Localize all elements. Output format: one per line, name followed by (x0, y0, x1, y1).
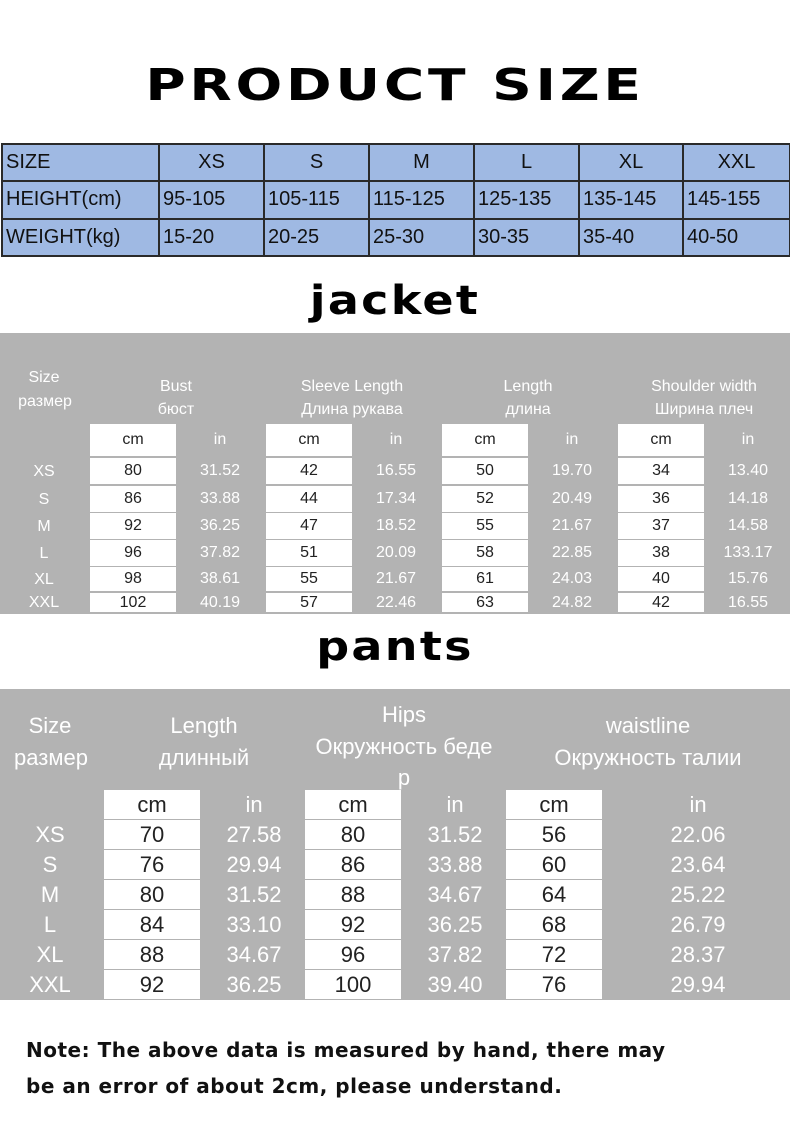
value-cm: 68 (506, 910, 602, 939)
pants-section-title: pants (316, 624, 474, 670)
value-in: 27.58 (226, 822, 282, 847)
unit-cm-header: cm (266, 424, 352, 456)
size-row-label: XS (33, 463, 55, 480)
size-row-label: XL (36, 942, 64, 967)
unit-cm-header: cm (104, 790, 200, 819)
size-table-cell: 20-25 (264, 219, 369, 256)
size-label-ru: размер (18, 393, 72, 410)
value-in: 40.19 (199, 594, 241, 611)
value-cm: 58 (442, 540, 528, 566)
value-cm: 102 (90, 593, 176, 612)
unit-in-header: in (389, 431, 403, 448)
note-line: Note: The above data is measured by hand, there may (26, 1038, 666, 1062)
value-in: 36.25 (226, 972, 282, 997)
column-group-header: Shoulder width (651, 378, 757, 395)
column-group-header: Length (170, 713, 238, 738)
product-size-table (1, 143, 790, 257)
value-in: 22.85 (551, 544, 593, 561)
value-cm: 70 (104, 820, 200, 849)
value-cm: 96 (90, 540, 176, 566)
unit-cm-header: cm (305, 790, 401, 819)
value-cm: 98 (90, 567, 176, 591)
value-cm: 88 (305, 880, 401, 909)
value-cm: 92 (305, 910, 401, 939)
size-row-label: L (43, 912, 57, 937)
value-cm: 61 (442, 567, 528, 591)
column-group-header: Bust (159, 378, 192, 395)
value-cm: 57 (266, 593, 352, 612)
size-row-label: S (38, 491, 50, 508)
size-table-cell: S (264, 144, 369, 181)
size-table-row (2, 219, 790, 256)
value-in: 14.18 (727, 490, 769, 507)
value-cm: 86 (90, 486, 176, 512)
size-table-cell: XXL (683, 144, 790, 181)
value-in: 22.46 (375, 594, 417, 611)
unit-cm-header: cm (506, 790, 602, 819)
value-in: 24.03 (551, 570, 593, 587)
value-cm: 36 (618, 486, 704, 512)
unit-in-header: in (741, 431, 755, 448)
value-cm: 96 (305, 940, 401, 969)
size-row-label: XXL (29, 972, 71, 997)
value-cm: 56 (506, 820, 602, 849)
value-cm: 86 (305, 850, 401, 879)
value-cm: 64 (506, 880, 602, 909)
size-label-ru: размер (14, 745, 88, 770)
unit-in-header: in (689, 792, 707, 817)
column-group-header-ru: Ширина плеч (654, 401, 754, 418)
size-table-row (2, 144, 790, 181)
size-row-label: S (42, 852, 58, 877)
value-in: 20.09 (375, 544, 417, 561)
jacket-section-title: jacket (309, 278, 481, 324)
size-row-label: XXL (28, 594, 60, 611)
value-in: 17.34 (375, 490, 417, 507)
value-cm: 38 (618, 540, 704, 566)
value-in: 16.55 (375, 462, 417, 479)
size-table-row (2, 181, 790, 218)
size-table-cell: XS (159, 144, 264, 181)
column-group-header-ru: Длина рукава (301, 401, 403, 418)
note-line: be an error of about 2cm, please understand. (26, 1074, 563, 1098)
size-table-cell: 105-115 (264, 181, 369, 218)
unit-cm-header: cm (442, 424, 528, 456)
value-cm: 80 (305, 820, 401, 849)
size-row-label: M (40, 882, 60, 907)
value-in: 22.06 (670, 822, 726, 847)
value-in: 29.94 (226, 852, 282, 877)
size-table-cell: L (474, 144, 579, 181)
value-cm: 84 (104, 910, 200, 939)
size-table-cell: 135-145 (579, 181, 683, 218)
value-cm: 92 (90, 513, 176, 539)
value-cm: 34 (618, 458, 704, 484)
value-in: 33.88 (199, 490, 241, 507)
value-cm: 76 (104, 850, 200, 879)
value-in: 29.94 (670, 972, 726, 997)
size-table-cell: 145-155 (683, 181, 790, 218)
jacket-size-chart (0, 333, 790, 614)
size-table-cell: 15-20 (159, 219, 264, 256)
value-in: 31.52 (427, 822, 483, 847)
value-in: 36.25 (199, 517, 241, 534)
value-cm: 37 (618, 513, 704, 539)
value-in: 38.61 (199, 570, 241, 587)
column-group-header-ru: Окружность беде (315, 734, 493, 759)
page-title: PRODUCT SIZE (145, 60, 645, 111)
column-group-header: waistline (605, 713, 691, 738)
value-in: 15.76 (727, 570, 769, 587)
value-in: 13.40 (727, 462, 769, 479)
value-cm: 55 (266, 567, 352, 591)
size-table-cell: XL (579, 144, 683, 181)
value-in: 14.58 (727, 517, 769, 534)
column-group-header-ru: Окружность талии (554, 745, 742, 770)
value-in: 21.67 (375, 570, 417, 587)
value-cm: 92 (104, 970, 200, 999)
value-in: 31.52 (199, 462, 241, 479)
size-table-cell: 35-40 (579, 219, 683, 256)
value-cm: 63 (442, 593, 528, 612)
size-table-cell: 115-125 (369, 181, 474, 218)
column-group-header-ru-wrap: р (397, 765, 411, 790)
value-in: 34.67 (427, 882, 483, 907)
value-in: 28.37 (670, 942, 726, 967)
column-group-header-ru: длинный (158, 745, 250, 770)
column-group-header-ru: бюст (157, 401, 195, 418)
value-in: 19.70 (551, 462, 593, 479)
column-group-header: Hips (381, 702, 426, 727)
size-table-cell: 40-50 (683, 219, 790, 256)
value-in: 36.25 (427, 912, 483, 937)
size-row-label: M (37, 518, 51, 535)
value-in: 16.55 (727, 594, 769, 611)
value-in: 37.82 (427, 942, 483, 967)
value-cm: 47 (266, 513, 352, 539)
size-row-label: XS (35, 822, 65, 847)
size-table-cell: 125-135 (474, 181, 579, 218)
value-in: 33.10 (226, 912, 282, 937)
size-table-cell: 95-105 (159, 181, 264, 218)
unit-in-header: in (565, 431, 579, 448)
value-in: 25.22 (670, 882, 726, 907)
value-cm: 72 (506, 940, 602, 969)
value-in: 133.17 (723, 544, 773, 561)
unit-cm-header: cm (618, 424, 704, 456)
value-in: 37.82 (199, 544, 241, 561)
value-cm: 80 (90, 458, 176, 484)
value-cm: 40 (618, 567, 704, 591)
unit-in-header: in (245, 792, 263, 817)
size-table-cell: 25-30 (369, 219, 474, 256)
size-row-label: XL (34, 571, 54, 588)
value-cm: 76 (506, 970, 602, 999)
value-in: 26.79 (670, 912, 726, 937)
value-cm: 88 (104, 940, 200, 969)
value-in: 21.67 (551, 517, 593, 534)
value-in: 24.82 (551, 594, 593, 611)
size-table-cell: 30-35 (474, 219, 579, 256)
column-group-header-ru: длина (505, 401, 551, 418)
value-cm: 44 (266, 486, 352, 512)
value-in: 23.64 (670, 852, 726, 877)
unit-in-header: in (213, 431, 227, 448)
size-table-row-label: SIZE (2, 144, 159, 181)
size-label: Size (28, 713, 72, 738)
value-cm: 42 (266, 458, 352, 484)
value-in: 39.40 (427, 972, 483, 997)
value-cm: 80 (104, 880, 200, 909)
value-in: 34.67 (226, 942, 282, 967)
pants-size-chart (0, 689, 790, 1000)
value-in: 33.88 (427, 852, 483, 877)
size-row-label: L (39, 545, 49, 562)
value-cm: 52 (442, 486, 528, 512)
size-table-row-label: HEIGHT(cm) (2, 181, 159, 218)
value-in: 31.52 (226, 882, 282, 907)
size-table-cell: M (369, 144, 474, 181)
value-cm: 50 (442, 458, 528, 484)
size-table-row-label: WEIGHT(kg) (2, 219, 159, 256)
value-cm: 42 (618, 593, 704, 612)
value-in: 18.52 (375, 517, 417, 534)
size-label: Size (28, 369, 60, 386)
column-group-header: Sleeve Length (300, 378, 404, 395)
value-in: 20.49 (551, 490, 593, 507)
value-cm: 51 (266, 540, 352, 566)
measurement-note (26, 1032, 776, 1104)
unit-cm-header: cm (90, 424, 176, 456)
column-group-header: Length (503, 378, 553, 395)
value-cm: 100 (305, 970, 401, 999)
unit-in-header: in (446, 792, 464, 817)
value-cm: 55 (442, 513, 528, 539)
value-cm: 60 (506, 850, 602, 879)
